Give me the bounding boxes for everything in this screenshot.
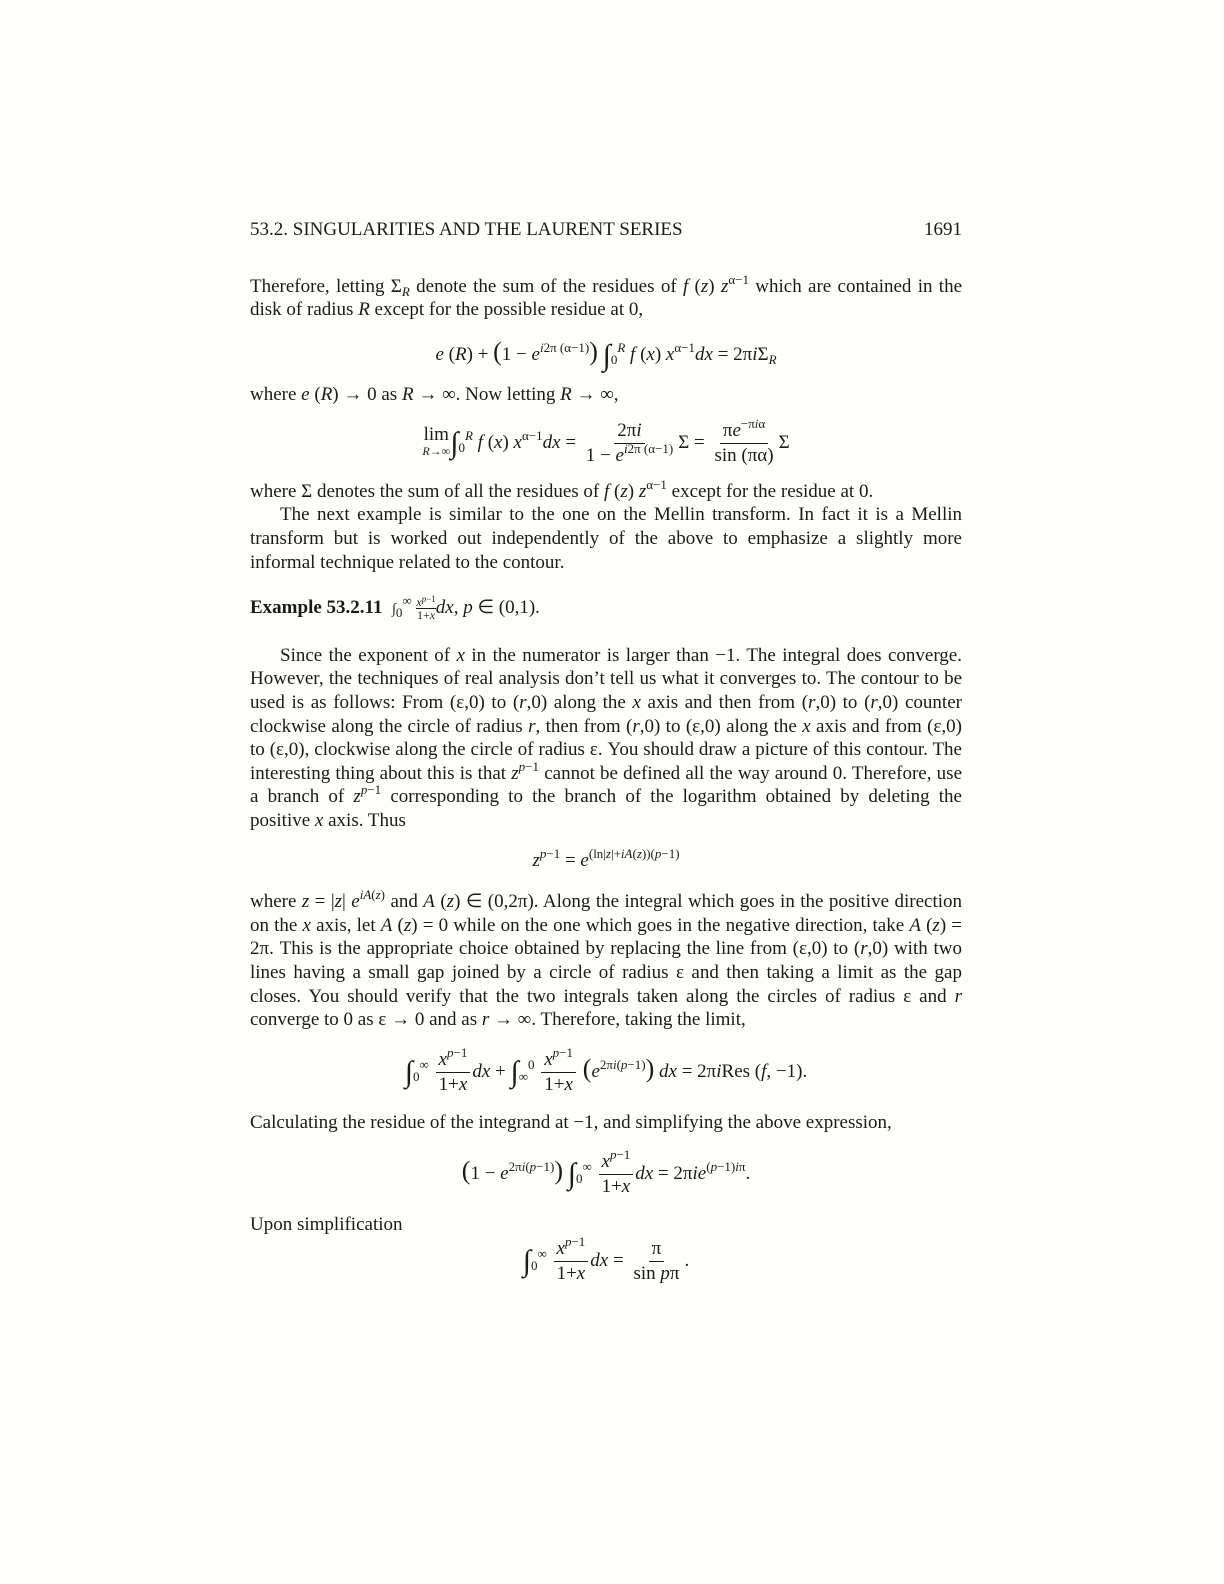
paragraph-2: where e (R) → 0 as R → ∞. Now letting R → ∞, [250,384,619,406]
page [250,218,962,1286]
equation-2: lim R→∞ $\int_0^R$ f (x) $x^{\alpha-1}dx$ = $\frac{2\pi i}{1 - e^{i2\pi (\alpha-1)}}$ Σ = $\frac{\pi e^{-\pi i\alpha}}{\sin (\pi\alpha)}$ Σ [422,415,790,466]
equation-3: $z^{p-1} = e^{(ln|z|+iA(z))(p-1)}$ [532,845,680,871]
paragraph-4: The next example is similar to the one on the Mellin transform. In fact it is a Mellin transform but is worked out independently of the above to emphasize a slightly more informal technique related to the contour. [250,504,962,573]
paragraph-5: Since the exponent of x in the numerator is larger than −1. The integral does converge. However, the techniques of real analysis don’t tell us what it converges to. The contour to be used is as follows: From (ε,0) to (r,0) along the x axis and then from (r,0) to (r,0) counter clockwise along the circle of radius r, then from (r,0) to (ε,0) along the x axis and from (ε,0) to (ε,0), clockwise along the circle of radius ε. You should draw a picture of this contour. The interesting thing about this is that $z^{p-1}$ cannot be defined all the way around 0. Therefore, use a branch of $z^{p-1}$ corresponding to the branch of the logarithm obtained by deleting the positive x axis. Thus [250,644,963,831]
equation-6: $\int_0^\infty$ $\frac{x^{p-1}}{1+x}$ dx = $\frac{\pi}{\text{sin pπ}}$ . [522,1233,690,1284]
section-title: 53.2. SINGULARITIES AND THE LAURENT SERIES [250,219,683,240]
paragraph-6: where z = |z| $e^{iA(z)}$ and A (z) ∈ (0,2π). Along the integral which goes in the positive direction on the x axis, let A (z) = 0 while on the one which goes in the negative direction, take A (z) = 2π. This is the appropriate choice obtained by replacing the line from (ε,0) to (r,0) with two lines having a small gap joined by a circle of radius ε and then taking a limit as the gap closes. You should verify that the two integrals taken along the circles of radius ε and r converge to 0 as ε → 0 and as r → ∞. Therefore, taking the limit, [250,887,963,1031]
equation-1: e $(R) + (1 - e^{i2\pi (\alpha-1)})$ $\int_0^R$ f (x) $x^{\alpha-1}dx = 2\pi i\Sigma_R$ [435,336,777,372]
running-header [250,218,962,242]
paragraph-8: Upon simplification [250,1214,403,1236]
paragraph-3: where Σ denotes the sum of all the residues of f (z) $z^{\alpha-1}$ except for the residue at 0. [250,476,874,502]
page-number: 1691 [924,219,962,240]
example-heading: Example 53.2.11 $\int_0^\infty$ $\frac{x^{p-1}}{1+x}$ dx, p ∈ (0,1). [250,593,540,623]
example-label: Example 53.2.11 [250,597,383,619]
paragraph-1: Therefore, letting $\Sigma_R$ denote the sum of the residues of f (z) $z^{\alpha-1}$ which are contained in the disk of radius R except for the possible residue at 0, [250,271,963,321]
equation-4: $\int_0^\infty$ $\frac{x^{p-1}}{1+x}$ dx + $\int_\infty^0$ $\frac{x^{p-1}}{1+x}$ $(e^{2\pi i(p-1)})$ dx = 2πiRes (f, −1). [404,1044,808,1095]
paragraph-7: Calculating the residue of the integrand at −1, and simplifying the above expression, [250,1111,892,1133]
equation-5: $(1 - e^{2\pi i(p-1)})$ $\int_0^\infty$ $\frac{x^{p-1}}{1+x}$ dx = 2πie$^{(p-1)i\pi}$. [461,1147,751,1198]
